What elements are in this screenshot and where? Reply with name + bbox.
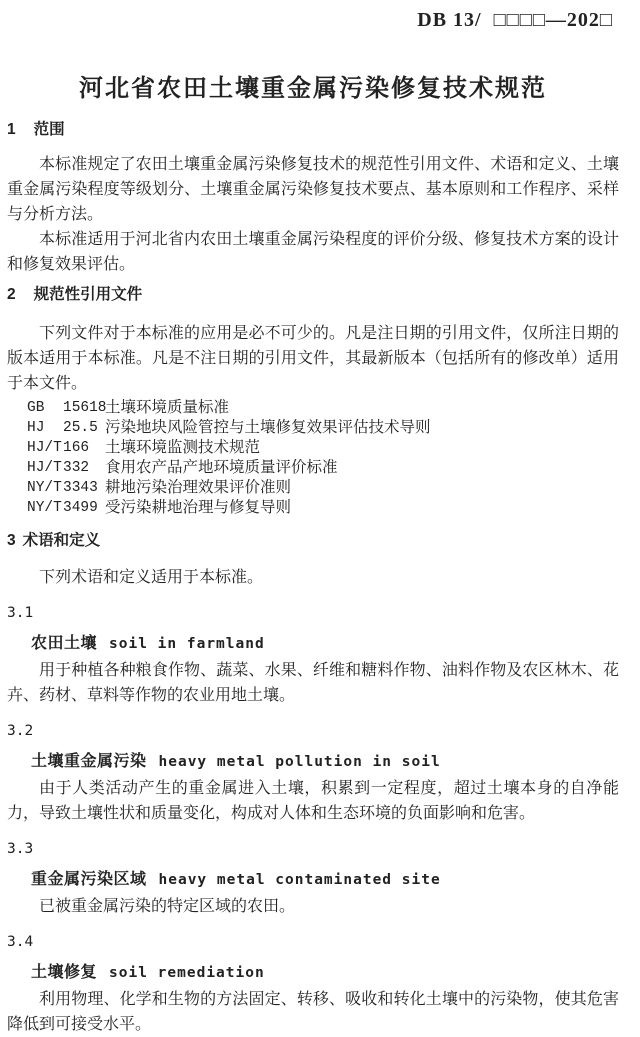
term-heading bbox=[31, 750, 619, 774]
reference-title: 土壤环境监测技术规范 bbox=[105, 439, 261, 456]
section-1-paragraph-1: 本标准规定了农田土壤重金属污染修复技术的规范性引用文件、术语和定义、土壤重金属污染程度等级划分、土壤重金属污染修复技术要点、基本原则和工作程序、采样与分析方法。 bbox=[7, 156, 619, 223]
standard-doc-number: DB 13/ □□□□—202□ bbox=[417, 9, 613, 31]
section-2-label: 规范性引用文件 bbox=[33, 286, 143, 303]
reference-number: 3343 bbox=[63, 480, 98, 496]
section-1-paragraph-2: 本标准适用于河北省内农田土壤重金属污染程度的评价分级、修复技术方案的设计和修复效果评估。 bbox=[7, 231, 619, 273]
term-number: 3.1 bbox=[7, 605, 34, 621]
reference-number: 15618 bbox=[63, 400, 107, 416]
section-2-number: 2 bbox=[7, 286, 16, 303]
reference-title: 土壤环境质量标准 bbox=[105, 399, 230, 416]
reference-row bbox=[27, 398, 619, 418]
term-definition: 利用物理、化学和生物的方法固定、转移、吸收和转化土壤中的污染物，使其危害降低到可接受水平。 bbox=[7, 991, 619, 1033]
term-english: heavy metal contaminated site bbox=[158, 872, 441, 888]
page-title: 河北省农田土壤重金属污染修复技术规范 bbox=[79, 75, 547, 102]
term-english: heavy metal pollution in soil bbox=[158, 754, 441, 770]
section-1-heading bbox=[7, 120, 619, 140]
reference-title: 污染地块风险管控与土壤修复效果评估技术导则 bbox=[105, 419, 431, 436]
term-heading bbox=[31, 961, 619, 985]
section-3-label: 术语和定义 bbox=[22, 532, 101, 549]
term-chinese: 农田土壤 bbox=[31, 635, 98, 652]
reference-code: HJ/T bbox=[27, 440, 62, 456]
term-english: soil in farmland bbox=[109, 636, 265, 652]
term-number: 3.2 bbox=[7, 723, 34, 739]
term-english: soil remediation bbox=[109, 965, 265, 981]
reference-code: NY/T bbox=[27, 500, 62, 516]
reference-code: HJ/T bbox=[27, 460, 62, 476]
reference-row bbox=[27, 458, 619, 478]
reference-code: NY/T bbox=[27, 480, 62, 496]
section-1-number: 1 bbox=[7, 121, 16, 138]
term-heading bbox=[31, 868, 619, 892]
section-3-intro: 下列术语和定义适用于本标准。 bbox=[39, 569, 264, 586]
reference-title: 受污染耕地治理与修复导则 bbox=[105, 499, 292, 516]
term-number: 3.3 bbox=[7, 841, 34, 857]
reference-title: 食用农产品产地环境质量评价标准 bbox=[105, 459, 338, 476]
term-chinese: 重金属污染区域 bbox=[31, 871, 147, 888]
section-3-number: 3 bbox=[7, 532, 16, 549]
term-definition: 已被重金属污染的特定区域的农田。 bbox=[39, 898, 296, 915]
term-heading bbox=[31, 632, 619, 656]
term-chinese: 土壤重金属污染 bbox=[31, 753, 147, 770]
reference-row bbox=[27, 478, 619, 498]
section-3-heading bbox=[7, 531, 619, 551]
reference-number: 332 bbox=[63, 460, 90, 476]
reference-number: 25.5 bbox=[63, 420, 98, 436]
term-chinese: 土壤修复 bbox=[31, 964, 98, 981]
term-definition: 用于种植各种粮食作物、蔬菜、水果、纤维和糖料作物、油料作物及农区林木、花卉、药材、草料等作物的农业用地土壤。 bbox=[7, 662, 619, 704]
reference-row bbox=[27, 438, 619, 458]
section-2-heading bbox=[7, 285, 619, 305]
section-1-label: 范围 bbox=[33, 121, 65, 138]
term-number: 3.4 bbox=[7, 934, 34, 950]
reference-row bbox=[27, 498, 619, 518]
reference-code: GB bbox=[27, 400, 45, 416]
term-definition: 由于人类活动产生的重金属进入土壤，积累到一定程度，超过土壤本身的自净能力，导致土壤性状和质量变化，构成对人体和生态环境的负面影响和危害。 bbox=[7, 780, 619, 822]
reference-number: 166 bbox=[63, 440, 90, 456]
reference-row bbox=[27, 418, 619, 438]
reference-title: 耕地污染治理效果评价准则 bbox=[105, 479, 292, 496]
reference-number: 3499 bbox=[63, 500, 98, 516]
section-2-paragraph-1: 下列文件对于本标准的应用是必不可少的。凡是注日期的引用文件，仅所注日期的版本适用于本标准。凡是不注日期的引用文件，其最新版本（包括所有的修改单）适用于本文件。 bbox=[7, 325, 619, 392]
reference-code: HJ bbox=[27, 420, 45, 436]
normative-references-list bbox=[7, 398, 619, 518]
